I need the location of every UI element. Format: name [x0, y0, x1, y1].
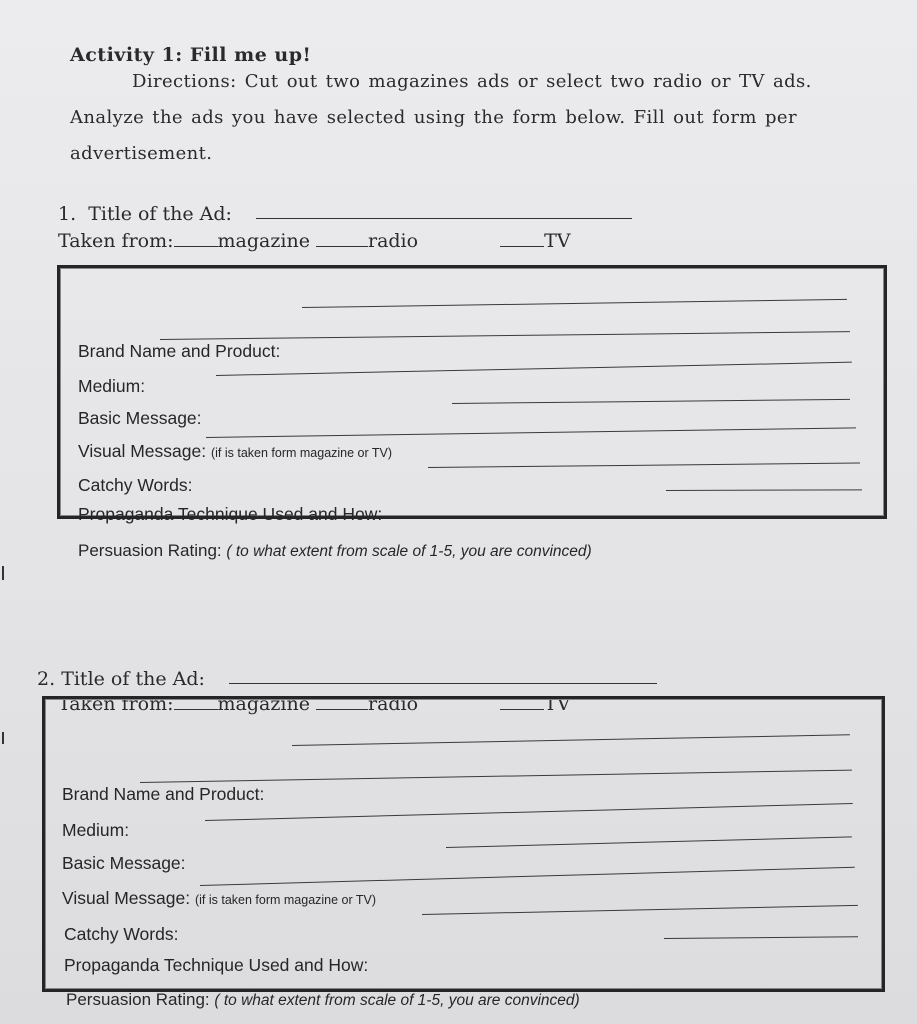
activity-title: Activity 1: Fill me up! [70, 44, 312, 66]
form1-option-radio: radio [367, 230, 419, 252]
form1-propaganda-label: Propaganda Technique Used and How: [78, 504, 383, 524]
form1-taken-from-row [58, 228, 570, 252]
form1-persuasion-label: Persuasion Rating: [78, 541, 222, 560]
form2-persuasion-label: Persuasion Rating: [66, 990, 210, 1009]
page-edge-mark [2, 732, 4, 744]
form1-option-magazine: magazine [217, 230, 310, 252]
page-edge-mark [2, 566, 4, 580]
form1-basic-label: Basic Message: [78, 408, 202, 428]
form2-basic-label: Basic Message: [62, 853, 186, 873]
form2-persuasion-note: ( to what extent from scale of 1-5, you are convinced) [214, 992, 580, 1009]
form2-title-blank[interactable] [229, 665, 657, 684]
form2-visual-row [62, 888, 376, 909]
form2-visual-label: Visual Message: [62, 888, 191, 908]
form2-persuasion-row [66, 990, 580, 1010]
form1-option-tv: TV [544, 230, 571, 252]
form1-visual-label: Visual Message: [78, 441, 207, 461]
form1-magazine-blank[interactable] [174, 228, 218, 247]
form2-title-row [37, 668, 205, 690]
form1-radio-blank[interactable] [316, 228, 368, 247]
form2-option-radio: radio [367, 693, 419, 715]
form1-catchy-label: Catchy Words: [78, 475, 193, 495]
form1-visual-note: (if is taken form magazine or TV) [210, 446, 393, 460]
form1-taken-from-label: Taken from: [58, 230, 174, 252]
form1-visual-row [78, 441, 392, 462]
form1-persuasion-note: ( to what extent from scale of 1-5, you are convinced) [226, 543, 592, 560]
form2-medium-label: Medium: [62, 820, 130, 840]
form2-catchy-label: Catchy Words: [64, 924, 179, 944]
form1-tv-blank[interactable] [500, 228, 544, 247]
form1-medium-label: Medium: [78, 376, 146, 396]
directions-text: Directions: Cut out two magazines ads or select two radio or TV ads. Analyze the ads you have selected using the form below. Fill out form per advertisement. [70, 71, 812, 164]
form1-persuasion-row [78, 541, 592, 561]
form2-number: 2. [37, 668, 56, 690]
form1-title-row [58, 203, 232, 225]
form2-visual-note: (if is taken form magazine or TV) [194, 893, 377, 907]
form2-propaganda-label: Propaganda Technique Used and How: [64, 955, 369, 975]
form2-taken-from-label: Taken from: [58, 693, 174, 715]
form1-number: 1. [58, 203, 77, 225]
form1-brand-label: Brand Name and Product: [78, 341, 281, 361]
form1-title-blank[interactable] [256, 200, 632, 219]
form2-brand-label: Brand Name and Product: [62, 784, 265, 804]
form2-title-label: Title of the Ad: [61, 668, 205, 690]
form2-option-magazine: magazine [217, 693, 310, 715]
form2-box [42, 696, 885, 992]
form2-option-tv: TV [544, 693, 571, 715]
form1-title-label: Title of the Ad: [88, 203, 232, 225]
